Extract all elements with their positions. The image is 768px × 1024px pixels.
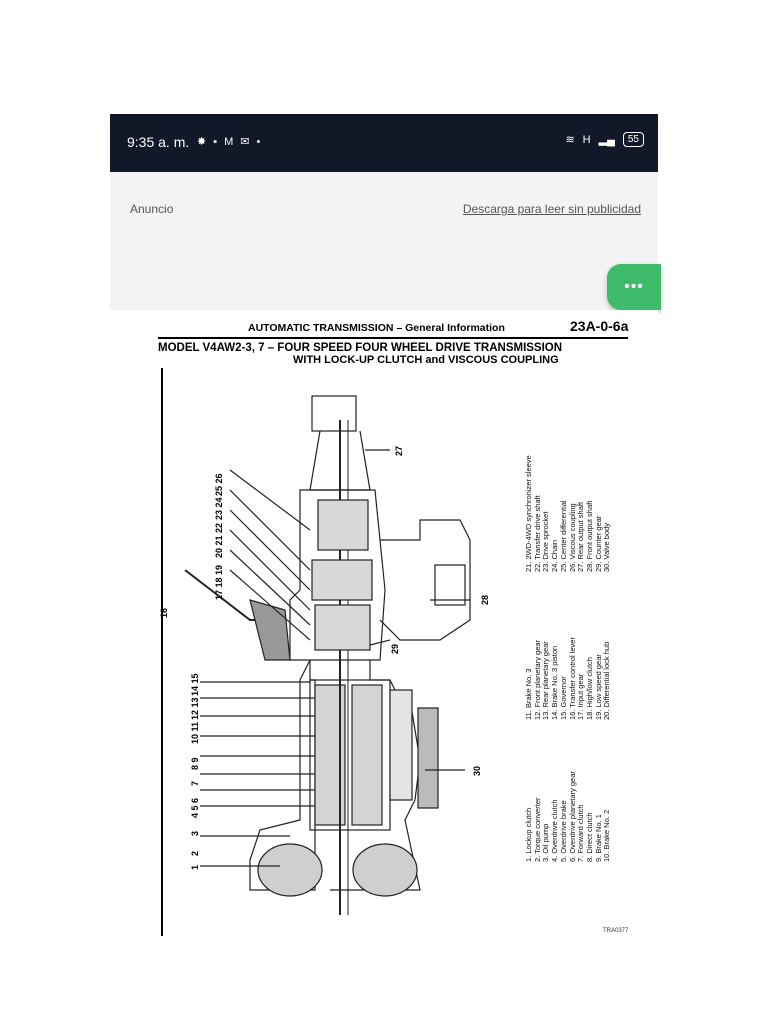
callout-8-9: 8 9	[190, 757, 200, 770]
ad-banner	[110, 172, 658, 310]
legend-item: 29. Counter gear	[593, 515, 603, 572]
ad-label: Anuncio	[130, 202, 174, 216]
legend-item: 18. High/low clutch	[584, 657, 594, 720]
legend-item: 21. 2WD-4WD synchronizer sleeve	[524, 455, 533, 572]
callout-27: 27	[394, 445, 404, 456]
margin-rule	[161, 368, 163, 936]
legend-item: 24. Chain	[550, 539, 560, 572]
notification-icons	[197, 135, 260, 148]
legend-item: 26. Viscous coupling	[567, 503, 577, 572]
callout-29: 29	[390, 643, 400, 654]
callout-12-13: 12 13	[190, 697, 200, 720]
document-title: MODEL V4AW2-3, 7 – FOUR SPEED FOUR WHEEL DRIVE TRANSMISSION	[158, 342, 563, 354]
system-icons	[565, 132, 644, 147]
remove-ads-link[interactable]: Descarga para leer sin publicidad	[462, 202, 641, 216]
facebook-icon: ▪	[213, 135, 218, 148]
legend-item: 13. Rear planetary gear	[541, 641, 551, 720]
dot-icon: •	[256, 135, 261, 148]
legend-column-1	[525, 771, 612, 862]
legend-item: 30. Valve body	[602, 522, 612, 572]
legend-item: 15. Governor	[558, 676, 568, 720]
callout-4-5-6: 4 5 6	[190, 797, 200, 818]
transmission-diagram	[159, 390, 510, 930]
network-type: H	[582, 133, 591, 146]
legend-item: 16. Transfer control lever	[567, 637, 577, 720]
wifi-icon: ≋	[565, 134, 575, 146]
callout-30: 30	[472, 765, 482, 776]
status-bar	[110, 114, 658, 172]
mail-icon: ✉	[240, 136, 250, 148]
more-icon: •••	[624, 278, 644, 295]
header-rule	[158, 337, 628, 339]
legend-item: 8. Direct clutch	[584, 812, 594, 862]
phone-screen	[110, 114, 658, 938]
legend-item: 4. Overdrive clutch	[550, 799, 560, 862]
legend-column-2	[525, 637, 612, 720]
legend-item: 5. Overdrive brake	[558, 800, 568, 862]
legend-item: 27. Rear output shaft	[576, 501, 586, 572]
callout-3: 3	[190, 830, 200, 836]
callout-25-26: 25 26	[214, 473, 224, 496]
status-time: 9:35 a. m.	[127, 134, 190, 150]
legend-item: 7. Forward clutch	[576, 804, 586, 862]
signal-icon: ▂▄	[598, 134, 615, 146]
legend-item: 9. Brake No. 1	[593, 814, 603, 862]
callout-7: 7	[190, 780, 200, 786]
legend-item: 28. Front output shaft	[584, 500, 594, 572]
legend-item: 25. Center differential	[558, 500, 568, 572]
legend-item: 12. Front planetary gear	[532, 639, 542, 720]
callout-14-15: 14 15	[190, 673, 200, 696]
legend-item: 17. Input gear	[576, 673, 586, 720]
document-code: 23A-0-6a	[570, 318, 629, 334]
legend-item: 3. Oil pump	[541, 823, 551, 862]
callout-16: 16	[159, 607, 169, 618]
more-options-button[interactable]	[607, 264, 661, 310]
callout-1: 1	[190, 864, 200, 870]
legend-item: 22. Transfer drive shaft	[532, 495, 542, 572]
document-subtitle: WITH LOCK-UP CLUTCH and VISCOUS COUPLING	[293, 354, 559, 366]
settings-icon: ✸	[197, 136, 207, 148]
callout-20-21-22: 20 21 22	[214, 522, 224, 558]
legend-item: 14. Brake No. 3 piston	[550, 645, 560, 720]
document-header: AUTOMATIC TRANSMISSION – General Information	[248, 322, 505, 334]
callout-17-18-19: 17 18 19	[214, 564, 224, 600]
figure-code: TRA0377	[603, 928, 629, 934]
callout-28: 28	[480, 594, 490, 605]
legend-item: 2. Torque converter	[532, 797, 542, 862]
legend-item: 23. Drive sprocket	[541, 511, 551, 572]
legend-item: 19. Low speed gear	[593, 654, 603, 720]
gmail-icon: M	[224, 135, 234, 148]
callout-23-24: 23 24	[214, 497, 224, 520]
legend-item: 10. Brake No. 2	[602, 809, 612, 862]
document-page	[110, 310, 658, 938]
battery-icon: 55	[623, 132, 644, 147]
legend-item: 1. Lockup clutch	[524, 807, 533, 862]
legend-item: 20. Differential lock hub	[602, 641, 612, 720]
legend-item: 6. Overdrive planetary gear	[567, 771, 577, 862]
legend-column-3	[525, 455, 612, 572]
legend-item: 11. Brake No. 3	[524, 668, 533, 720]
callout-2: 2	[190, 850, 200, 856]
callout-10-11: 10 11	[190, 721, 200, 744]
